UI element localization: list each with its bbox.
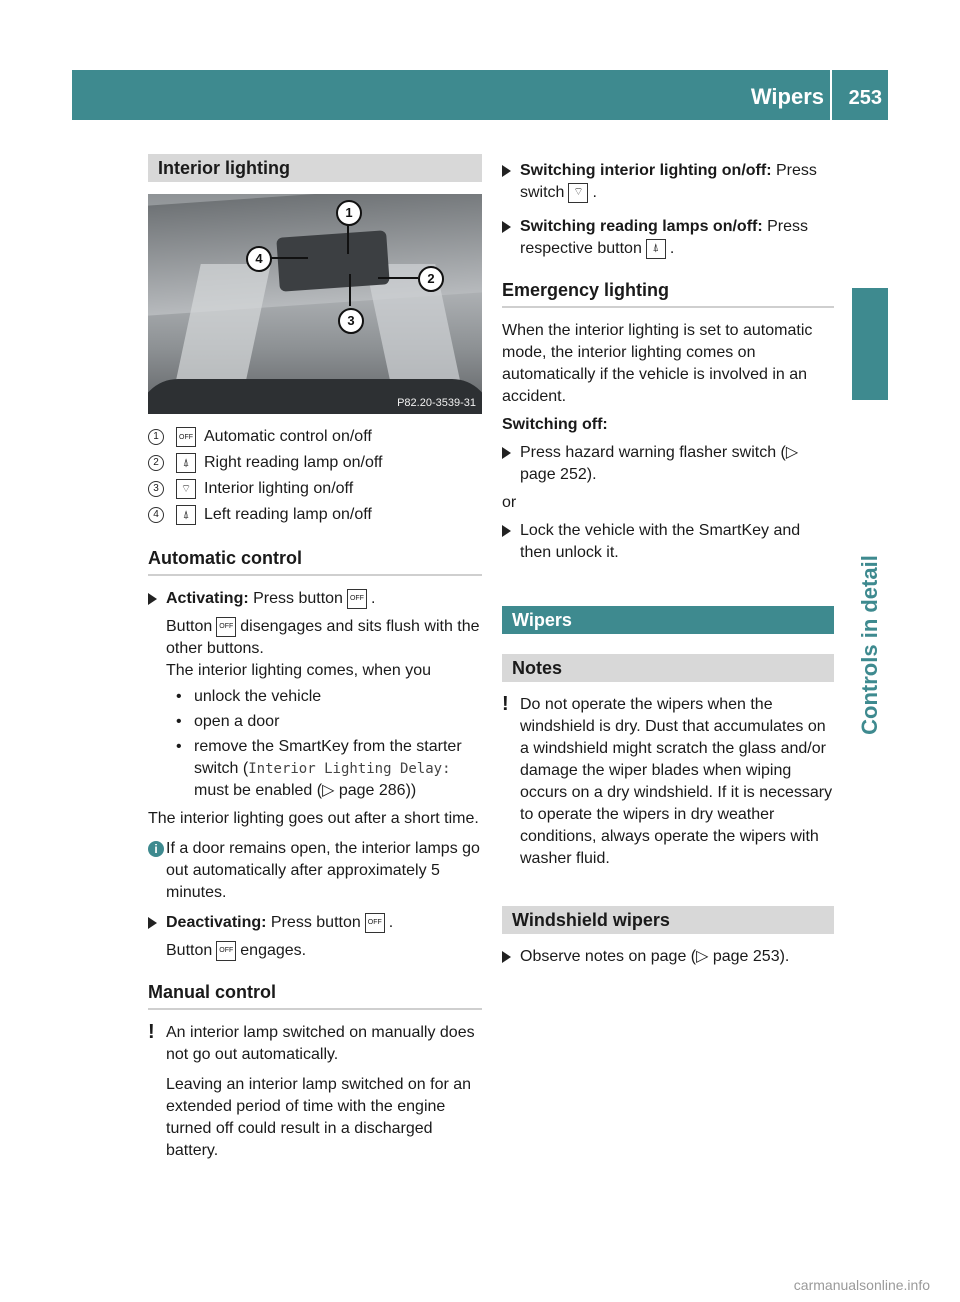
info-note: i If a door remains open, the interior lamps go out automatically after approximately 5 minutes. — [148, 838, 482, 904]
auto-control-icon: OFF — [365, 913, 385, 933]
page-number: 253 — [848, 87, 882, 109]
legend-text: Automatic control on/off — [204, 428, 372, 445]
side-tab-marker — [852, 288, 888, 400]
heading-manual-control: Manual control — [148, 980, 482, 1010]
figure-code: P82.20-3539-31 — [397, 397, 476, 409]
heading-notes: Notes — [502, 654, 834, 682]
step-arrow-icon — [502, 525, 511, 537]
chapter-title: Wipers — [750, 84, 824, 109]
auto-control-icon: OFF — [216, 617, 236, 637]
switching-off-label: Switching off: — [502, 416, 608, 433]
legend-number: 2 — [148, 455, 164, 471]
right-column — [502, 154, 834, 974]
step-deactivating: Deactivating: Press button OFF . — [148, 912, 482, 934]
section-title-interior-lighting: Interior lighting — [148, 154, 482, 182]
auto-control-icon: OFF — [176, 427, 196, 447]
legend-item — [148, 476, 482, 502]
step-arrow-icon — [502, 165, 511, 177]
reading-lamp-icon: ⍋ — [176, 453, 196, 473]
legend-item — [148, 502, 482, 528]
legend-number: 4 — [148, 507, 164, 523]
step-switch-interior: Switching interior lighting on/off: Press switch ⌔ . — [502, 160, 834, 204]
info-icon: i — [148, 841, 164, 857]
section-title-wipers: Wipers — [502, 606, 834, 634]
list-item: • open a door — [176, 713, 280, 730]
list-item: • remove the SmartKey from the starter switch (Interior Lighting Delay: must be enabled (▷ page 286)) — [176, 738, 462, 799]
auto-control-icon: OFF — [216, 941, 236, 961]
legend-text: Interior lighting on/off — [204, 480, 354, 497]
activating-bullets — [148, 686, 482, 802]
warning-icon: ! — [502, 693, 509, 715]
step-switch-reading: Switching reading lamps on/off: Press respective button ⍋ . — [502, 216, 834, 260]
legend-item — [148, 450, 482, 476]
interior-light-icon: ⌔ — [176, 479, 196, 499]
callout-2: 2 — [418, 266, 444, 292]
heading-emergency-lighting: Emergency lighting — [502, 278, 834, 308]
legend-text: Left reading lamp on/off — [204, 506, 372, 523]
step-lock: Lock the vehicle with the SmartKey and then unlock it. — [502, 520, 834, 564]
legend-number: 1 — [148, 429, 164, 445]
warning-note: ! An interior lamp switched on manually does not go out automatically. — [148, 1021, 475, 1063]
callout-1: 1 — [336, 200, 362, 226]
list-item: • unlock the vehicle — [176, 688, 322, 705]
warning-detail: Leaving an interior lamp switched on for an extended period of time with the engine turned off could result in a discharged battery. — [166, 1076, 472, 1159]
reading-lamp-icon: ⍋ — [646, 239, 666, 259]
overhead-control-panel-photo — [148, 194, 482, 414]
step-arrow-icon — [148, 593, 157, 605]
warning-note: ! Do not operate the wipers when the windshield is dry. Dust that accumulates on a windshield might scratch the glass and/or damage the wiper blades when wiping occurs on a dry windshield. If it is necessary to operate the wipers in dry weather conditions, always operate the wipers with washer fluid. — [502, 693, 833, 867]
auto-control-icon: OFF — [347, 589, 367, 609]
or-text: or — [502, 494, 517, 511]
step-arrow-icon — [502, 221, 511, 233]
side-tab-label: Controls in detail — [857, 555, 882, 735]
callout-lines — [148, 194, 482, 414]
reading-lamp-icon: ⍋ — [176, 505, 196, 525]
step-arrow-icon — [502, 951, 511, 963]
activating-detail: Button OFF disengages and sits flush with the other buttons. The interior lighting comes, when you — [166, 618, 480, 679]
header-divider — [830, 70, 832, 120]
interior-light-icon: ⌔ — [568, 183, 588, 203]
callout-4: 4 — [246, 246, 272, 272]
step-activating: Activating: Press button OFF . — [148, 588, 482, 610]
emergency-text: When the interior lighting is set to automatic mode, the interior lighting comes on automatically if the vehicle is involved in an accident. — [502, 322, 813, 405]
watermark: carmanualsonline.info — [793, 1277, 930, 1293]
heading-windshield-wipers: Windshield wipers — [502, 906, 834, 934]
legend-text: Right reading lamp on/off — [204, 454, 383, 471]
callout-3: 3 — [338, 308, 364, 334]
goes-out-text: The interior lighting goes out after a short time. — [148, 810, 479, 827]
step-hazard: Press hazard warning flasher switch (▷ page 252). — [502, 442, 834, 486]
deactivating-detail: Button OFF engages. — [166, 942, 307, 959]
legend-number: 3 — [148, 481, 164, 497]
callout-legend — [148, 424, 482, 528]
legend-item — [148, 424, 482, 450]
header-bar — [72, 70, 888, 120]
heading-automatic-control: Automatic control — [148, 546, 482, 576]
left-column — [148, 154, 482, 1166]
warning-icon: ! — [148, 1021, 155, 1043]
step-arrow-icon — [502, 447, 511, 459]
step-observe-notes: Observe notes on page (▷ page 253). — [502, 946, 834, 968]
step-arrow-icon — [148, 917, 157, 929]
